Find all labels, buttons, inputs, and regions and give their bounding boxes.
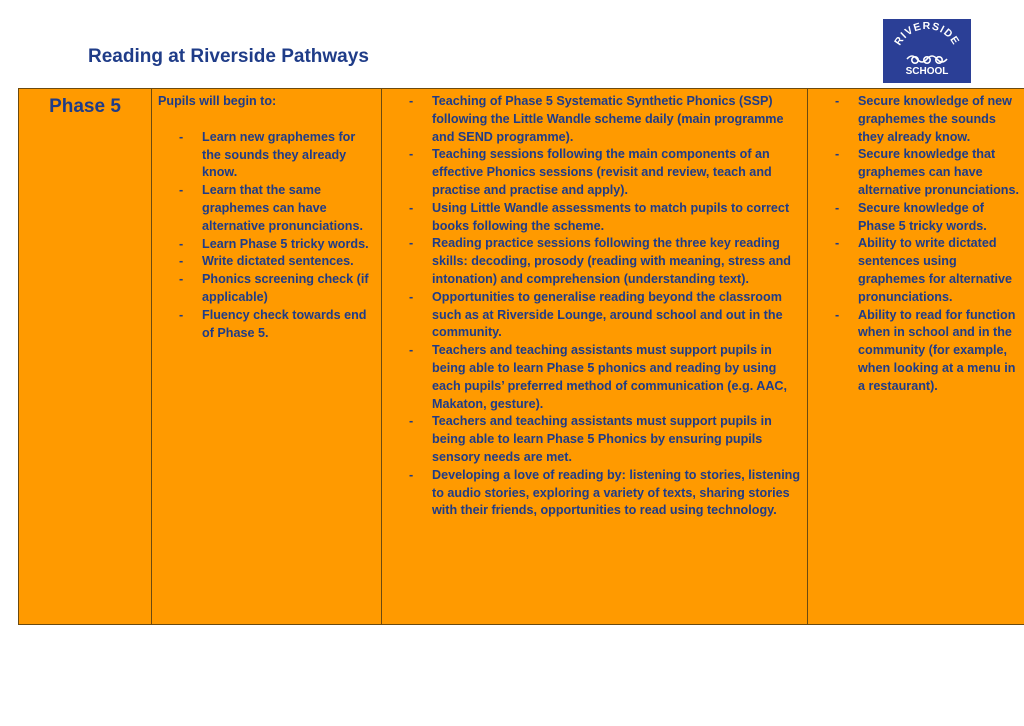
pupils-list bbox=[158, 129, 375, 343]
list-item: - Using Little Wandle assessments to match pupils to correct books following the scheme. bbox=[388, 200, 801, 236]
list-item: - Teaching of Phase 5 Systematic Synthetic Phonics (SSP) following the Little Wandle scheme daily (main programme and SEND programme). bbox=[388, 93, 801, 146]
teaching-list bbox=[388, 93, 801, 520]
list-item: - Secure knowledge of Phase 5 tricky words. bbox=[814, 200, 1023, 236]
logo-graphic bbox=[883, 19, 971, 83]
list-item: - Ability to read for function when in school and in the community (for example, when looking at a menu in a restaurant). bbox=[814, 307, 1023, 396]
list-item: - Teachers and teaching assistants must support pupils in being able to learn Phase 5 Phonics by ensuring pupils sensory needs are met. bbox=[388, 413, 801, 466]
list-item: - Opportunities to generalise reading beyond the classroom such as at Riverside Lounge, around school and out in the community. bbox=[388, 289, 801, 342]
pupils-intro: Pupils will begin to: bbox=[158, 94, 277, 108]
list-item: - Learn new graphemes for the sounds they already know. bbox=[158, 129, 375, 182]
phase-label: Phase 5 bbox=[49, 96, 121, 117]
svg-text:RIVERSIDE: RIVERSIDE bbox=[892, 20, 962, 48]
list-item: - Developing a love of reading by: listening to stories, listening to audio stories, exploring a variety of texts, sharing stories with their friends, opportunities to read using technology. bbox=[388, 467, 801, 520]
list-item: - Phonics screening check (if applicable) bbox=[158, 271, 375, 307]
list-item: - Teaching sessions following the main components of an effective Phonics sessions (revisit and review, teach and practise and practise and apply). bbox=[388, 146, 801, 199]
list-item: - Teachers and teaching assistants must support pupils in being able to learn Phase 5 phonics and reading by using each pupils’ preferred method of communication (e.g. AAC, Makaton, gesture). bbox=[388, 342, 801, 413]
outcomes-list bbox=[814, 93, 1023, 396]
list-item: - Fluency check towards end of Phase 5. bbox=[158, 307, 375, 343]
phase-cell bbox=[19, 89, 152, 625]
list-item: - Secure knowledge of new graphemes the sounds they already know. bbox=[814, 93, 1023, 146]
pupils-cell bbox=[152, 89, 382, 625]
list-item: - Learn that the same graphemes can have alternative pronunciations. bbox=[158, 182, 375, 235]
page-title: Reading at Riverside Pathways bbox=[88, 46, 369, 67]
list-item: - Learn Phase 5 tricky words. bbox=[158, 236, 375, 254]
teaching-cell bbox=[382, 89, 808, 625]
list-item: - Write dictated sentences. bbox=[158, 253, 375, 271]
list-item: - Secure knowledge that graphemes can have alternative pronunciations. bbox=[814, 146, 1023, 199]
riverside-school-logo bbox=[883, 19, 971, 83]
list-item: - Reading practice sessions following the three key reading skills: decoding, prosody (reading with meaning, stress and intonation) and comprehension (understanding text). bbox=[388, 235, 801, 288]
outcomes-cell bbox=[808, 89, 1024, 625]
table-row bbox=[19, 89, 1024, 625]
phase-table bbox=[18, 88, 1024, 625]
list-item: - Ability to write dictated sentences using graphemes for alternative pronunciations. bbox=[814, 235, 1023, 306]
svg-text:SCHOOL: SCHOOL bbox=[905, 66, 949, 77]
